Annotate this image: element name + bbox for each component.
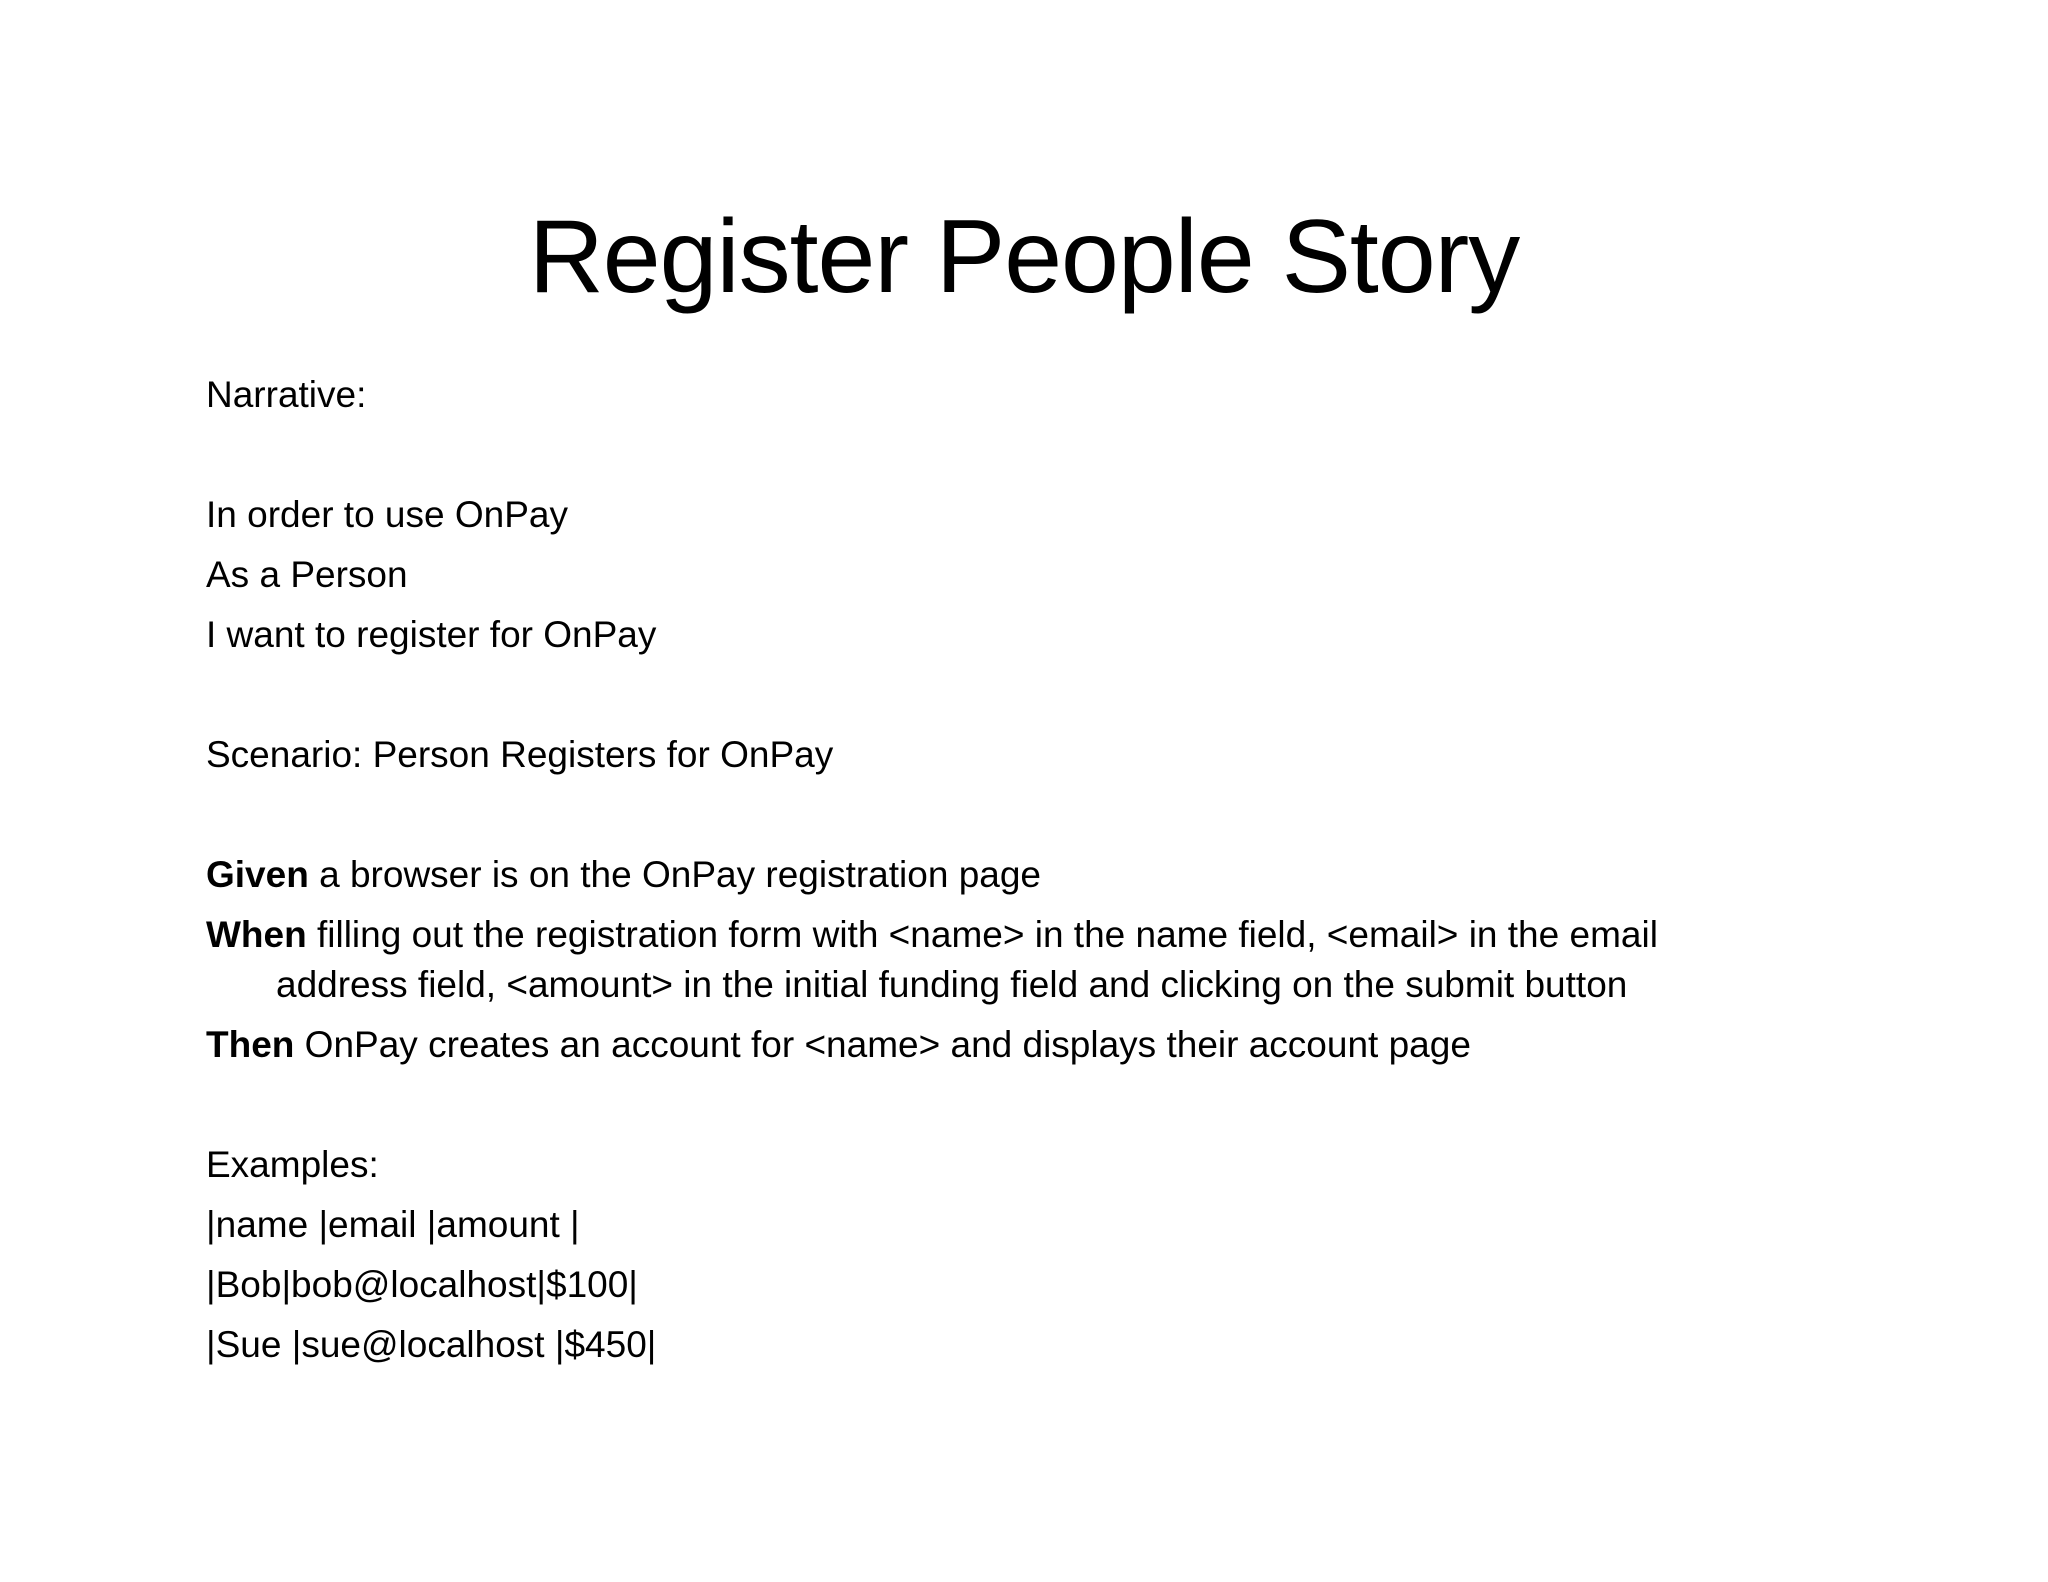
narrative-line-3: I want to register for OnPay <box>206 614 657 655</box>
when-step <box>206 910 1658 960</box>
then-step <box>206 1020 1471 1070</box>
scenario-line: Scenario: Person Registers for OnPay <box>206 734 834 775</box>
given-text: a browser is on the OnPay registration page <box>308 854 1042 895</box>
when-text-line-1: filling out the registration form with <name> in the name field, <email> in the email <box>306 914 1658 955</box>
given-step <box>206 850 1041 900</box>
when-text-line-2: address field, <amount> in the initial funding field and clicking on the submit button <box>276 964 1628 1005</box>
narrative-label: Narrative: <box>206 374 367 415</box>
then-keyword: Then <box>206 1024 295 1065</box>
given-keyword: Given <box>206 854 309 895</box>
then-text: OnPay creates an account for <name> and displays their account page <box>294 1024 1471 1065</box>
examples-header-row: |name |email |amount | <box>206 1204 580 1245</box>
examples-label: Examples: <box>206 1144 379 1185</box>
when-keyword: When <box>206 914 307 955</box>
narrative-line-2: As a Person <box>206 554 408 595</box>
examples-row-sue: |Sue |sue@localhost |$450| <box>206 1324 657 1365</box>
narrative-line-1: In order to use OnPay <box>206 494 568 535</box>
slide-title: Register People Story <box>528 199 1520 315</box>
examples-row-bob: |Bob|bob@localhost|$100| <box>206 1264 638 1305</box>
